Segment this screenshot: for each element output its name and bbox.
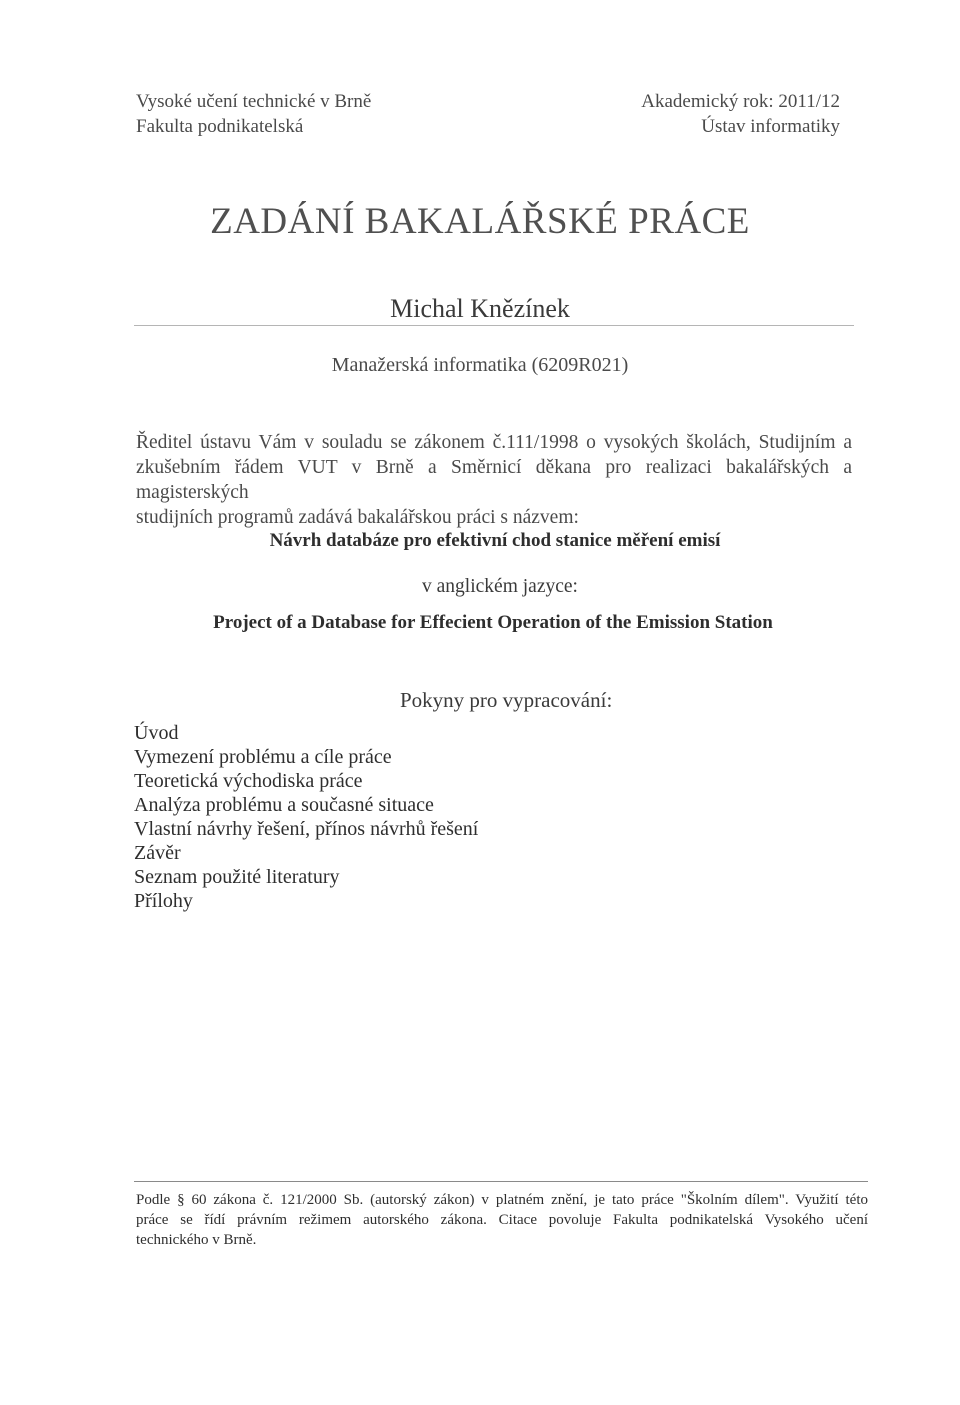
divider-line <box>134 325 854 326</box>
intro-line: studijních programů zadává bakalářskou práci s názvem: <box>136 507 579 528</box>
study-field: Manažerská informatika (6209R021) <box>331 354 629 376</box>
list-item: Seznam použité literatury <box>134 866 340 888</box>
instructions-title: Pokyny pro vypracování: <box>400 688 613 712</box>
faculty-name: Fakulta podnikatelská <box>136 116 304 137</box>
list-item: Závěr <box>134 842 181 864</box>
list-item: Vlastní návrhy řešení, přínos návrhů řešení <box>134 818 479 840</box>
footer-line: Podle § 60 zákona č. 121/2000 Sb. (autorský zákon) v platném znění, je tato práce "Školním dílem". Využití této <box>136 1192 868 1208</box>
list-item: Vymezení problému a cíle práce <box>134 746 392 768</box>
thesis-title-cz: Návrh databáze pro efektivní chod stanice měření emisí <box>269 530 721 551</box>
footer-divider <box>134 1181 868 1182</box>
institute-name: Ústav informatiky <box>701 116 840 137</box>
intro-line: Ředitel ústavu Vám v souladu se zákonem č.111/1998 o vysokých školách, Studijním a <box>136 432 852 453</box>
list-item: Analýza problému a současné situace <box>134 794 434 816</box>
outline-list <box>134 721 478 913</box>
document-title: ZADÁNÍ BAKALÁŘSKÉ PRÁCE <box>210 201 750 242</box>
student-name: Michal Knězínek <box>390 294 570 323</box>
university-name: Vysoké učení technické v Brně <box>136 91 372 112</box>
footer-note <box>136 1190 868 1250</box>
footer-line: práce se řídí právním režimem autorského zákona. Citace povoluje Fakulta podnikatelská Vysokého učení <box>136 1212 868 1228</box>
list-item: Úvod <box>134 722 179 744</box>
thesis-title-en: Project of a Database for Effecient Operation of the Emission Station <box>213 612 773 633</box>
list-item: Přílohy <box>134 890 193 912</box>
intro-paragraph <box>136 430 852 530</box>
intro-line: zkušebním řádem VUT v Brně a Směrnicí děkana pro realizaci bakalářských a magisterských <box>136 457 852 503</box>
english-label: v anglickém jazyce: <box>422 576 578 597</box>
list-item: Teoretická východiska práce <box>134 770 363 792</box>
footer-line: technického v Brně. <box>136 1232 257 1248</box>
academic-year: Akademický rok: 2011/12 <box>641 91 840 112</box>
